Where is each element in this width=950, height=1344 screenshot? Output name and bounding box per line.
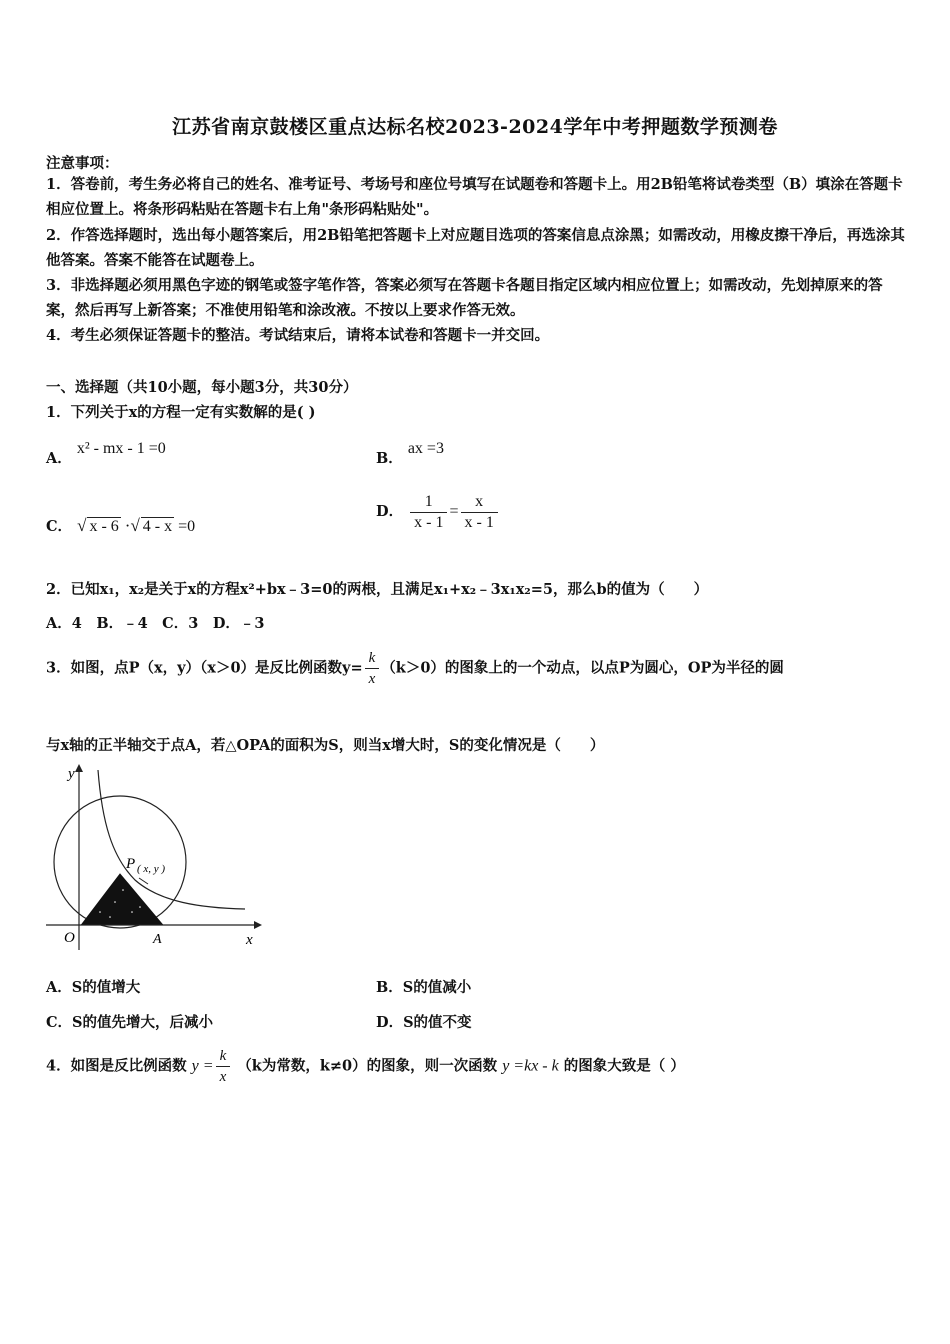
q1-c-label: C． bbox=[46, 518, 73, 535]
q4-stem bbox=[46, 1046, 685, 1087]
q1-d-num1: 1 bbox=[410, 492, 447, 513]
q4-frac-den: x bbox=[219, 1069, 227, 1085]
q2-stem: 2．已知x₁，x₂是关于x的方程x²+bx﹣3=0的两根，且满足x₁+x₂﹣3x₁x₂=5，那么b的值为（ ） bbox=[46, 581, 709, 598]
q3-stem-part1: 3．如图，点P（x，y）（x＞0）是反比例函数y= bbox=[46, 659, 363, 677]
p-pointer bbox=[139, 878, 148, 884]
q3-option-c: C．S的值先增大，后减小 bbox=[46, 1014, 214, 1031]
page-title: 江苏省南京鼓楼区重点达标名校2023-2024学年中考押题数学预测卷 bbox=[172, 116, 778, 138]
q1-d-den1: x - 1 bbox=[414, 514, 444, 531]
q4-stem-part3: 的图象大致是（ ） bbox=[563, 1057, 685, 1075]
notice-item-4: 4．考生必须保证答题卡的整洁。考试结束后，请将本试卷和答题卡一并交回。 bbox=[46, 327, 550, 344]
q4-stem-part2: （k为常数，k≠0）的图象，则一次函数 bbox=[237, 1057, 498, 1075]
q4-y-eq: y = bbox=[191, 1057, 214, 1075]
q2-options: A．4 B．﹣4 C．3 D．﹣3 bbox=[46, 615, 265, 632]
a-label: A bbox=[153, 932, 162, 947]
q1-option-d bbox=[376, 492, 500, 533]
q3-option-a: A．S的值增大 bbox=[46, 979, 141, 996]
q4-stem-part1: 4．如图是反比例函数 bbox=[46, 1057, 187, 1075]
q3-stem-part2: （k＞0）的图象上的一个动点，以点P为圆心，OP为半径的圆 bbox=[381, 659, 784, 677]
q1-d-den2: x - 1 bbox=[464, 514, 494, 531]
notice-item-3: 3．非选择题必须用黑色字迹的钢笔或签字笔作答，答案必须写在答题卡各题目指定区域内相应位置上；如需改动，先划掉原来的答案，然后再写上新答案；不准使用铅笔和涂改液。不按以上要求作答无效。 bbox=[46, 277, 883, 319]
q3-option-d: D．S的值不变 bbox=[376, 1014, 472, 1031]
section-heading: 一、选择题（共10小题，每小题3分，共30分） bbox=[46, 379, 358, 396]
q3-frac-den: x bbox=[365, 668, 380, 689]
q1-c-sqrt1: x - 6 bbox=[89, 518, 119, 535]
q1-d-eq: = bbox=[449, 503, 459, 521]
q1-b-expr: ax =3 bbox=[407, 440, 444, 457]
x-label: x bbox=[246, 932, 253, 948]
q3-option-b: B．S的值减小 bbox=[376, 979, 472, 996]
q1-d-label: D． bbox=[376, 503, 404, 521]
y-axis-arrow bbox=[75, 764, 83, 772]
q3-figure bbox=[40, 762, 265, 952]
q1-c-sqrt2: 4 - x bbox=[142, 518, 173, 535]
q1-option-a bbox=[46, 437, 166, 467]
q3-stem-line1 bbox=[46, 648, 784, 689]
q1-option-b bbox=[376, 437, 444, 467]
notice-heading: 注意事项： bbox=[46, 155, 119, 172]
p-coord-label: ( x, y ) bbox=[137, 863, 166, 875]
q1-option-c: C． √ x - 6 ·√ 4 - x =0 bbox=[46, 516, 196, 535]
notice-item-2: 2．作答选择题时，选出每小题答案后，用2B铅笔把答题卡上对应题目选项的答案信息点涂黑；如需改动，用橡皮擦干净后，再选涂其他答案。答案不能答在试题卷上。 bbox=[46, 227, 905, 269]
q1-a-expr: x² - mx - 1 =0 bbox=[76, 440, 166, 457]
q4-frac-num: k bbox=[216, 1046, 231, 1067]
q1-d-num2: x bbox=[461, 492, 498, 513]
y-label: y bbox=[68, 766, 75, 782]
q1-b-label: B． bbox=[376, 450, 403, 467]
q3-frac-num: k bbox=[368, 650, 376, 666]
q4-linear: y =kx - k bbox=[502, 1057, 559, 1075]
notice-item-1: 1．答卷前，考生务必将自己的姓名、准考证号、考场号和座位号填写在试题卷和答题卡上。用2B铅笔将试卷类型（B）填涂在答题卡相应位置上。将条形码粘贴在答题卡右上角"条形码粘贴处"。 bbox=[46, 176, 903, 218]
o-label: O bbox=[64, 930, 75, 946]
x-axis-arrow bbox=[254, 921, 262, 929]
triangle-opa bbox=[82, 874, 162, 924]
q3-stem-line2: 与x轴的正半轴交于点A，若△OPA的面积为S，则当x增大时，S的变化情况是（ ） bbox=[46, 737, 605, 754]
q1-a-label: A． bbox=[46, 450, 72, 467]
q1-c-tail: =0 bbox=[178, 518, 196, 535]
q1-stem: 1．下列关于x的方程一定有实数解的是( ) bbox=[46, 404, 316, 421]
p-label: P bbox=[126, 856, 136, 872]
